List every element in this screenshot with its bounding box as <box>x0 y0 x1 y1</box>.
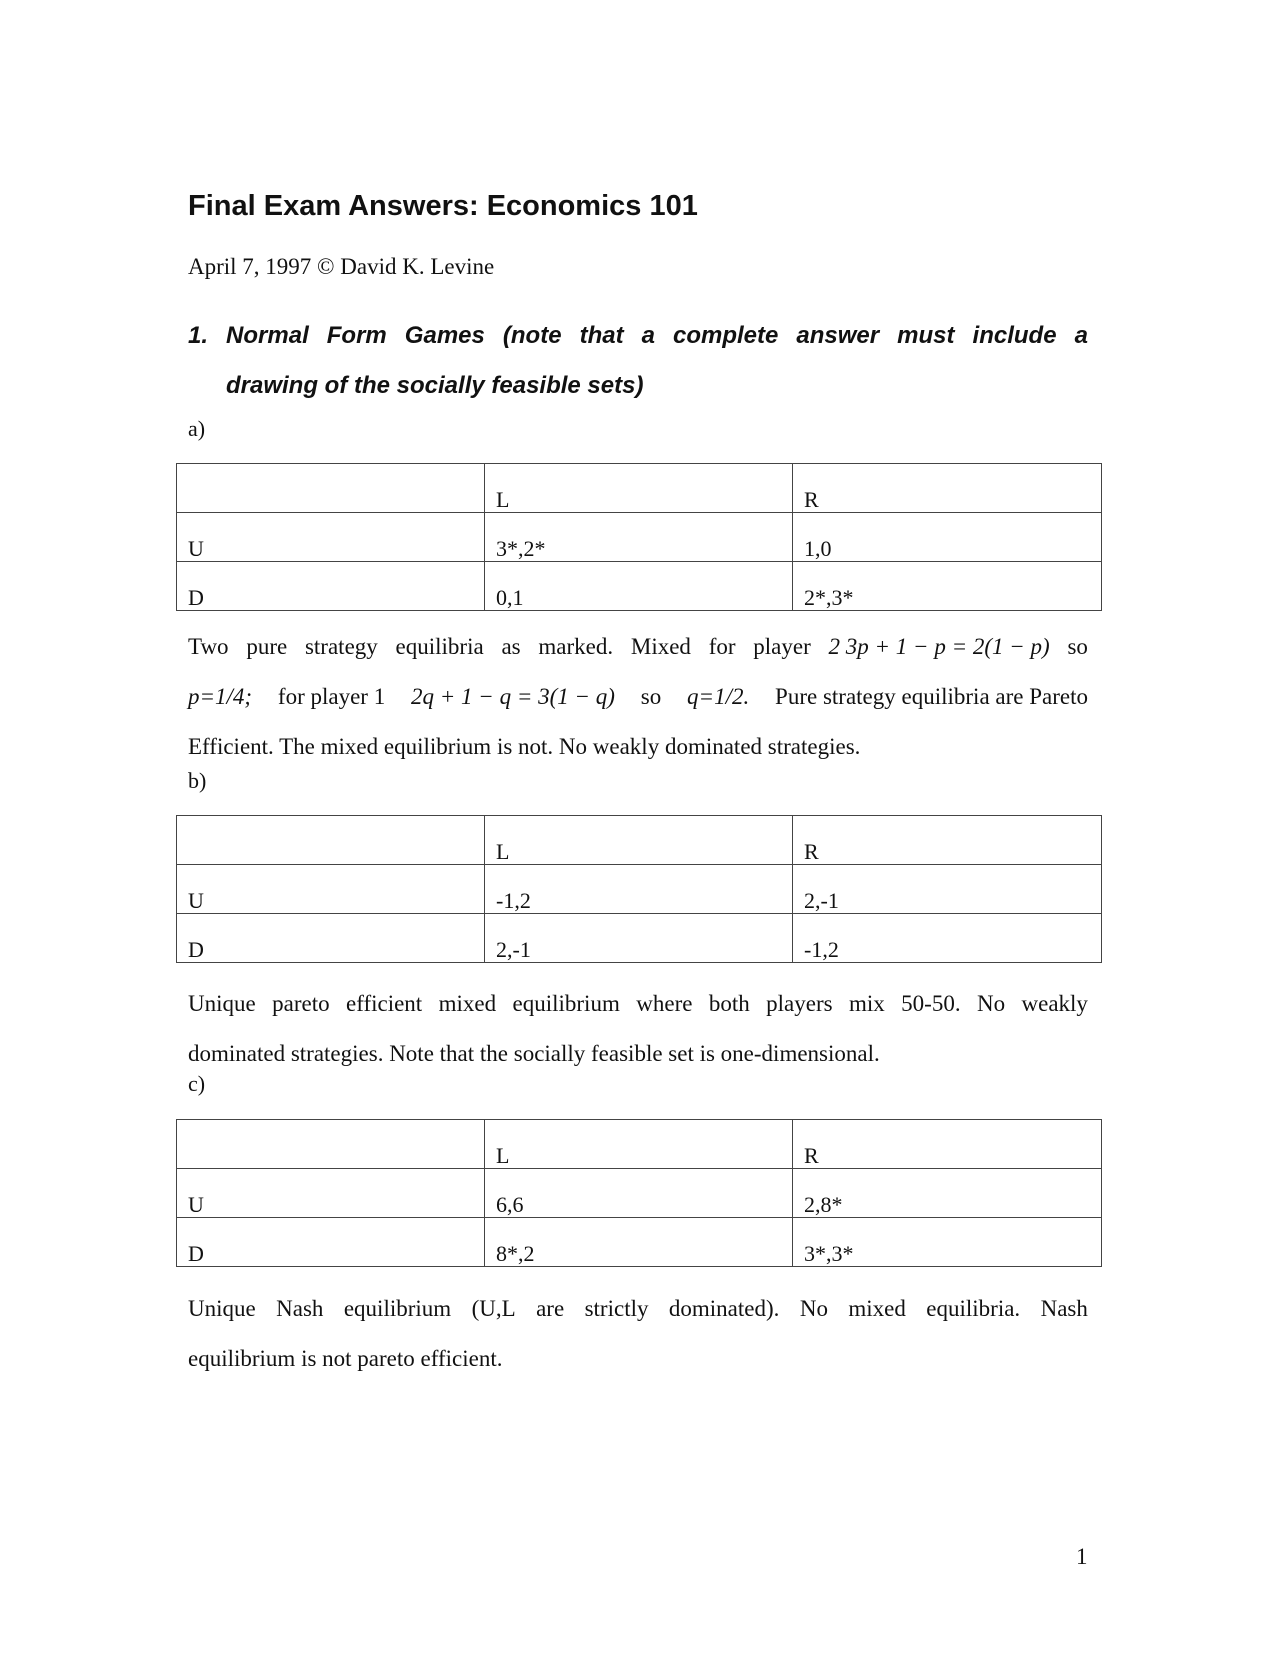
answer-line: dominated strategies. Note that the socially feasible set is one-dimensional. <box>188 1041 880 1066</box>
table-cell: 2,-1 <box>793 865 1102 914</box>
page-number: 1 <box>1076 1544 1088 1569</box>
answer-word: Nash <box>1040 1296 1088 1321</box>
part-b-answer <box>188 988 1088 1088</box>
answer-line: equilibrium is not pareto efficient. <box>188 1346 503 1371</box>
answer-word: 50-50. <box>901 991 961 1016</box>
answer-line: Efficient. The mixed equilibrium is not. No weakly dominated strategies. <box>188 734 861 759</box>
answer-word: (U,L <box>471 1296 516 1321</box>
table-cell: 2,-1 <box>485 914 793 963</box>
question-heading-line1 <box>188 322 1088 350</box>
answer-word: dominated). <box>668 1296 780 1321</box>
answer-word: No <box>976 991 1006 1016</box>
heading-word: that <box>579 322 624 349</box>
table-row <box>177 1218 1102 1267</box>
dateline: April 7, 1997 © David K. Levine <box>188 254 495 279</box>
math-expression: 2 3p + 1 − p = 2(1 − p) <box>828 634 1050 659</box>
table-cell: R <box>793 1120 1102 1169</box>
table-cell: U <box>177 513 485 562</box>
part-a-label: a) <box>188 416 206 441</box>
payoff-table-a <box>176 463 1102 611</box>
heading-word: a <box>1074 322 1088 349</box>
table-cell: 8*,2 <box>485 1218 793 1267</box>
math-expression: p=1/4; <box>188 684 253 709</box>
heading-word: answer <box>796 322 880 349</box>
answer-word: Two <box>188 634 229 659</box>
table-cell: -1,2 <box>485 865 793 914</box>
table-row <box>177 816 1102 865</box>
table-cell: 3*,2* <box>485 513 793 562</box>
table-cell: 0,1 <box>485 562 793 611</box>
heading-word: must <box>897 322 955 349</box>
heading-word: Normal <box>226 322 309 349</box>
heading-word: include <box>972 322 1057 349</box>
answer-word: marked. <box>538 634 614 659</box>
table-cell <box>177 1120 485 1169</box>
table-cell: U <box>177 1169 485 1218</box>
answer-word: equilibria. <box>926 1296 1021 1321</box>
answer-text: so <box>640 684 662 709</box>
answer-line <box>188 681 1088 731</box>
answer-line <box>188 631 1088 681</box>
heading-word: Form <box>326 322 387 349</box>
answer-word: equilibria <box>395 634 484 659</box>
math-expression: q=1/2. <box>687 684 750 709</box>
table-cell: U <box>177 865 485 914</box>
answer-word: Unique <box>188 1296 256 1321</box>
answer-word: efficient <box>346 991 423 1016</box>
answer-word: both <box>708 991 750 1016</box>
answer-word: equilibrium <box>512 991 620 1016</box>
heading-word: a <box>641 322 655 349</box>
answer-word: pure <box>246 634 288 659</box>
payoff-table-b <box>176 815 1102 963</box>
table-cell: 3*,3* <box>793 1218 1102 1267</box>
table-cell: 6,6 <box>485 1169 793 1218</box>
document-title: Final Exam Answers: Economics 101 <box>188 190 698 222</box>
table-row <box>177 562 1102 611</box>
answer-line <box>188 988 1088 1038</box>
answer-text: Pure strategy equilibria are Pareto <box>775 684 1088 709</box>
part-c-answer <box>188 1293 1088 1393</box>
payoff-table-c <box>176 1119 1102 1267</box>
table-row <box>177 865 1102 914</box>
answer-word: players <box>766 991 833 1016</box>
answer-word: Mixed <box>630 634 691 659</box>
answer-text: for player 1 <box>277 684 386 709</box>
answer-word: Unique <box>188 991 256 1016</box>
table-cell: D <box>177 914 485 963</box>
table-cell: R <box>793 816 1102 865</box>
answer-word: mixed <box>438 991 497 1016</box>
table-cell <box>177 464 485 513</box>
part-b-label: b) <box>188 768 207 793</box>
question-heading-line2: drawing of the socially feasible sets) <box>226 372 644 399</box>
table-row <box>177 513 1102 562</box>
heading-word: (note <box>502 322 562 349</box>
answer-line <box>188 1293 1088 1343</box>
table-cell: -1,2 <box>793 914 1102 963</box>
table-cell: L <box>485 464 793 513</box>
question-heading <box>188 322 1088 400</box>
answer-word: strictly <box>584 1296 649 1321</box>
answer-word: as <box>501 634 521 659</box>
answer-word: Nash <box>276 1296 324 1321</box>
table-cell: 2,8* <box>793 1169 1102 1218</box>
table-row <box>177 914 1102 963</box>
answer-word: where <box>636 991 693 1016</box>
answer-word: strategy <box>304 634 378 659</box>
answer-word: for <box>708 634 736 659</box>
table-cell: R <box>793 464 1102 513</box>
answer-word: player <box>753 634 811 659</box>
answer-word: weakly <box>1021 991 1088 1016</box>
table-cell: 2*,3* <box>793 562 1102 611</box>
answer-word: pareto <box>272 991 330 1016</box>
answer-word: No <box>799 1296 828 1321</box>
answer-word: mix <box>848 991 885 1016</box>
heading-word: complete <box>673 322 779 349</box>
math-expression: 2q + 1 − q = 3(1 − q) <box>411 684 615 709</box>
part-a-answer <box>188 631 1088 781</box>
heading-word: 1. <box>188 322 209 349</box>
table-cell: L <box>485 816 793 865</box>
table-cell: L <box>485 1120 793 1169</box>
table-cell <box>177 816 485 865</box>
table-cell: D <box>177 562 485 611</box>
table-row <box>177 464 1102 513</box>
table-row <box>177 1120 1102 1169</box>
answer-word: are <box>536 1296 565 1321</box>
answer-word: so <box>1067 634 1088 659</box>
part-c-label: c) <box>188 1071 206 1096</box>
table-cell: 1,0 <box>793 513 1102 562</box>
answer-word: equilibrium <box>343 1296 452 1321</box>
answer-word: mixed <box>848 1296 906 1321</box>
table-cell: D <box>177 1218 485 1267</box>
table-row <box>177 1169 1102 1218</box>
heading-word: Games <box>404 322 485 349</box>
